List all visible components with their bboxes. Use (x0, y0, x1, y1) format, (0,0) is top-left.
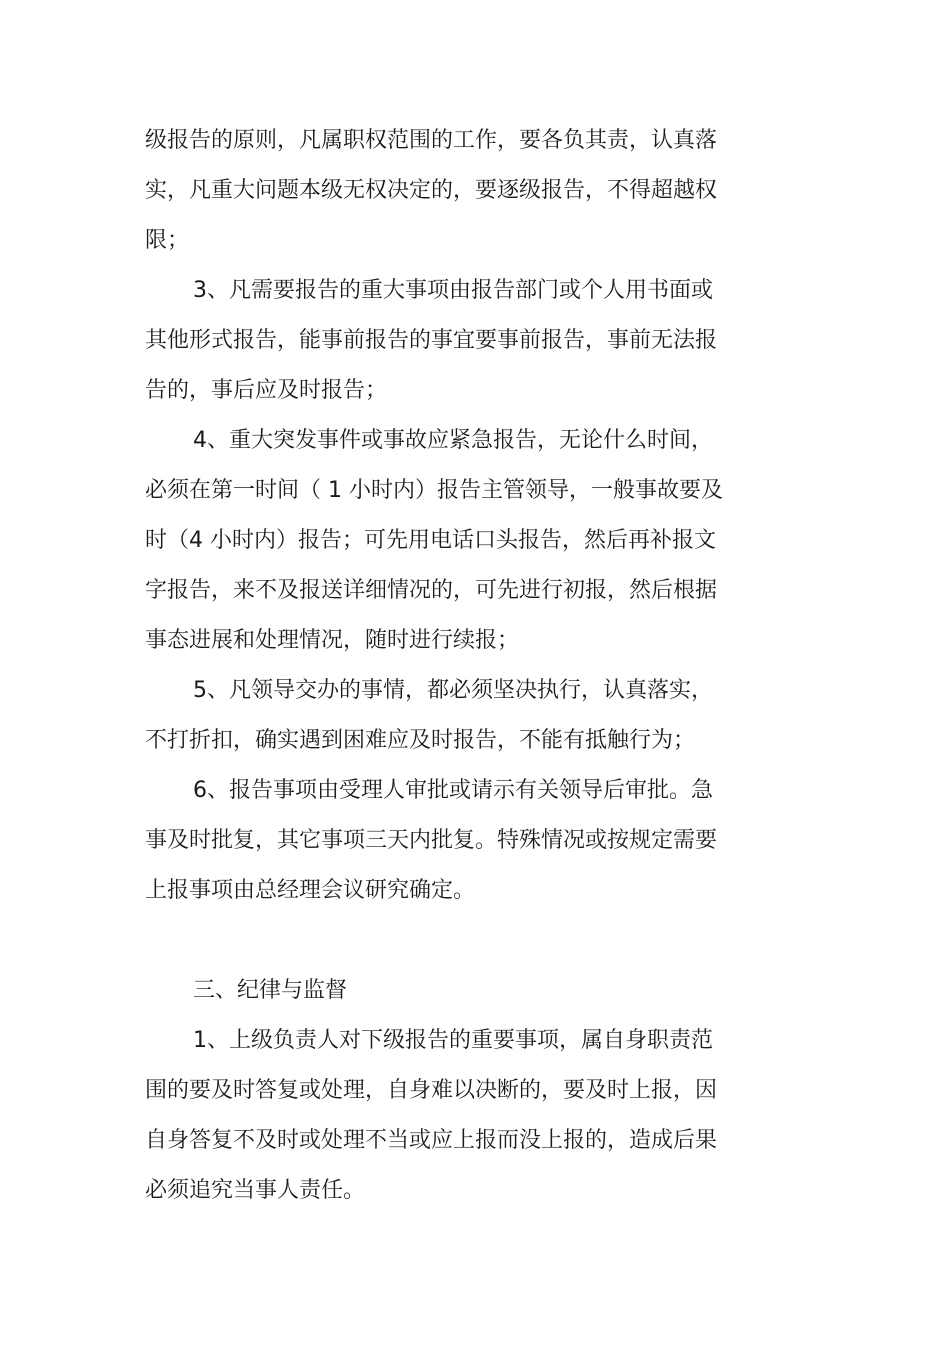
paragraph-line: 限； (145, 228, 190, 253)
paragraph-line: 级报告的原则，凡属职权范围的工作，要各负其责，认真落 (145, 128, 718, 153)
paragraph-line: 事态进展和处理情况，随时进行续报； (145, 628, 520, 653)
paragraph-line: 5、凡领导交办的事情，都必须坚决执行，认真落实， (193, 678, 713, 703)
paragraph-line: 6、报告事项由受理人审批或请示有关领导后审批。急 (193, 778, 713, 803)
paragraph-line: 围的要及时答复或处理，自身难以决断的，要及时上报，因 (145, 1078, 718, 1103)
paragraph-line: 字报告，来不及报送详细情况的，可先进行初报，然后根据 (145, 578, 718, 603)
paragraph-line: 3、凡需要报告的重大事项由报告部门或个人用书面或 (193, 278, 713, 303)
paragraph-line: 必须在第一时间（ 1 小时内）报告主管领导，一般事故要及 (145, 478, 723, 503)
paragraph-line: 实，凡重大问题本级无权决定的，要逐级报告，不得超越权 (145, 178, 718, 203)
paragraph-line: 时（4 小时内）报告；可先用电话口头报告，然后再补报文 (145, 528, 716, 553)
paragraph-line: 其他形式报告，能事前报告的事宜要事前报告，事前无法报 (145, 328, 718, 353)
paragraph-line: 告的，事后应及时报告； (145, 378, 388, 403)
paragraph-line: 自身答复不及时或处理不当或应上报而没上报的，造成后果 (145, 1128, 718, 1153)
section-heading: 三、纪律与监督 (193, 978, 348, 1003)
paragraph-line: 事及时批复，其它事项三天内批复。特殊情况或按规定需要 (145, 828, 718, 853)
paragraph-line: 不打折扣，确实遇到困难应及时报告，不能有抵触行为； (145, 728, 696, 753)
paragraph-line: 上报事项由总经理会议研究确定。 (145, 878, 476, 903)
paragraph-line: 4、重大突发事件或事故应紧急报告，无论什么时间， (193, 428, 713, 453)
paragraph-line: 1、上级负责人对下级报告的重要事项，属自身职责范 (193, 1028, 713, 1053)
paragraph-line: 必须追究当事人责任。 (145, 1178, 366, 1203)
